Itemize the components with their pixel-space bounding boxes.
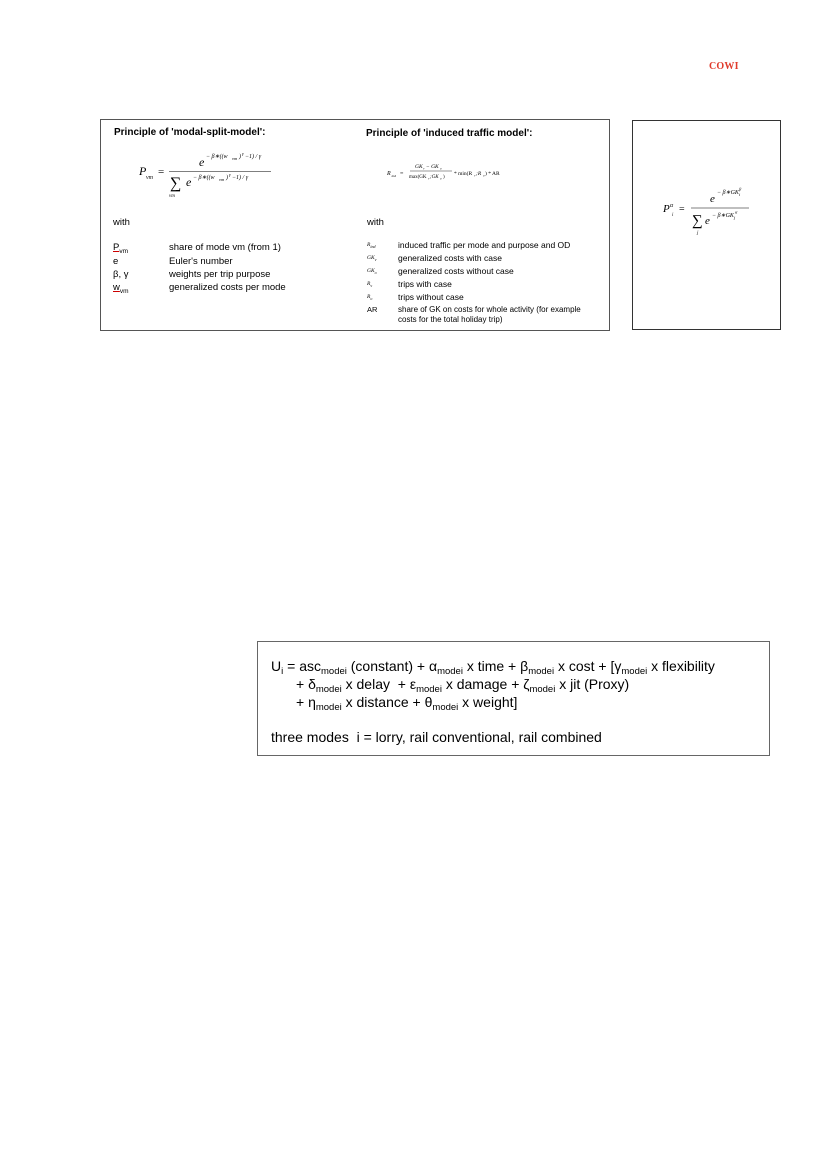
models-principle-box xyxy=(100,119,610,331)
svg-text:o: o xyxy=(440,166,442,171)
svg-text:− β∗GK: − β∗GK xyxy=(717,190,739,196)
utility-subscript: modei xyxy=(315,684,342,695)
modal-split-heading: Principle of 'modal-split-model': xyxy=(114,127,266,138)
definition-text: share of mode vm (from 1) xyxy=(169,242,281,253)
definition-symbol: $P_{vm}$ xyxy=(113,242,129,255)
svg-text:v: v xyxy=(428,176,430,181)
induced-traffic-formula xyxy=(385,158,525,188)
definition-text: weights per trip purpose xyxy=(169,269,271,280)
svg-text:e: e xyxy=(199,155,205,169)
logit-formula-box xyxy=(632,120,781,330)
definition-text: trips without case xyxy=(398,292,464,302)
definition-text: Euler's number xyxy=(169,256,233,267)
cowi-logo: COWI xyxy=(709,61,739,72)
definition-symbol: $R_v$ xyxy=(367,281,373,289)
svg-text:vm: vm xyxy=(232,156,238,161)
utility-subscript: modei xyxy=(315,702,342,713)
svg-text:e: e xyxy=(710,193,715,205)
utility-text: x distance + θ xyxy=(341,694,433,710)
utility-line-1 xyxy=(271,657,715,676)
svg-text:;R: ;R xyxy=(476,171,482,177)
svg-text:;GK: ;GK xyxy=(430,175,439,180)
svg-text:− β∗((w: − β∗((w xyxy=(193,175,215,181)
definition-symbol: e xyxy=(113,256,119,267)
utility-text: x weight] xyxy=(458,694,518,710)
modal-split-with-label: with xyxy=(113,217,130,228)
definition-symbol: $GK_v$ xyxy=(367,255,377,263)
definition-symbol: $R_o$ xyxy=(367,294,373,302)
svg-text:j: j xyxy=(697,231,699,236)
utility-text: x damage + ζ xyxy=(441,676,530,692)
induced-traffic-with-label: with xyxy=(367,217,384,228)
utility-text: x delay + ε xyxy=(341,676,417,692)
svg-text:−1) / γ: −1) / γ xyxy=(232,175,249,181)
svg-text:e: e xyxy=(186,175,192,189)
svg-text:ind: ind xyxy=(391,174,396,178)
definition-symbol: $w_{vm}$ xyxy=(113,282,129,295)
definition-symbol: $R_{ind}$ xyxy=(367,242,376,250)
utility-line-2 xyxy=(296,675,629,694)
utility-text: + δ xyxy=(296,676,316,692)
svg-text:− GK: − GK xyxy=(426,164,439,170)
utility-text: U xyxy=(271,658,282,674)
svg-text:β: β xyxy=(739,186,742,192)
svg-text:max(GK: max(GK xyxy=(409,175,427,180)
svg-text:−1) / γ: −1) / γ xyxy=(245,154,262,160)
svg-text:=: = xyxy=(679,204,685,215)
svg-text:α: α xyxy=(670,203,674,209)
svg-text:GK: GK xyxy=(415,164,423,170)
utility-text: + η xyxy=(296,694,316,710)
svg-text:v: v xyxy=(423,166,425,171)
svg-text:i: i xyxy=(739,192,741,197)
svg-text:* min(R: * min(R xyxy=(454,171,473,177)
svg-text:α: α xyxy=(735,209,738,215)
svg-text:): ) xyxy=(443,175,445,180)
svg-text:v: v xyxy=(474,173,476,178)
definition-text: generalized costs with case xyxy=(398,253,502,263)
definition-text: induced traffic per mode and purpose and OD xyxy=(398,240,571,250)
svg-text:∑: ∑ xyxy=(692,213,703,229)
utility-line-3 xyxy=(296,693,517,712)
definition-text: costs for the total holiday trip) xyxy=(398,315,503,324)
utility-subscript: i xyxy=(281,666,284,677)
svg-text:γ: γ xyxy=(229,172,231,177)
utility-text: x jit (Proxy) xyxy=(555,676,630,692)
definition-text: generalized costs per mode xyxy=(169,282,286,293)
utility-text: (constant) + α xyxy=(346,658,438,674)
svg-text:vm: vm xyxy=(146,175,153,181)
svg-text:γ: γ xyxy=(242,151,244,156)
utility-subscript: modei xyxy=(621,666,648,677)
utility-subscript: modei xyxy=(432,702,459,713)
svg-text:vm: vm xyxy=(169,194,175,199)
svg-text:): ) xyxy=(226,175,228,181)
svg-text:∑: ∑ xyxy=(170,175,182,192)
svg-text:P: P xyxy=(663,203,670,215)
svg-text:): ) xyxy=(239,154,241,160)
definition-symbol: AR xyxy=(367,305,378,314)
svg-text:o: o xyxy=(440,176,442,181)
utility-subscript: modei xyxy=(528,666,555,677)
svg-text:=: = xyxy=(400,171,404,177)
utility-subscript: modei xyxy=(529,684,556,695)
utility-subscript: modei xyxy=(321,666,347,677)
logit-formula xyxy=(658,183,758,243)
svg-text:j: j xyxy=(734,215,736,220)
utility-text: x time + β xyxy=(462,658,529,674)
definition-symbol: β, γ xyxy=(113,269,129,280)
utility-text: x cost + [γ xyxy=(554,658,622,674)
utility-function-box xyxy=(257,641,770,756)
svg-text:=: = xyxy=(158,166,165,178)
svg-text:e: e xyxy=(705,215,710,227)
svg-text:o: o xyxy=(483,173,485,178)
utility-text: x flexibility xyxy=(647,658,715,674)
definition-text: trips with case xyxy=(398,279,452,289)
utility-text: = asc xyxy=(283,658,321,674)
svg-text:P: P xyxy=(139,164,147,178)
svg-text:− β∗GK: − β∗GK xyxy=(712,213,734,219)
definition-symbol: $GK_o$ xyxy=(367,268,377,276)
svg-text:R: R xyxy=(387,171,391,177)
svg-text:vm: vm xyxy=(219,177,225,182)
definition-text: share of GK on costs for whole activity (for example xyxy=(398,305,581,314)
svg-text:) * AR: ) * AR xyxy=(485,171,500,177)
modal-split-formula xyxy=(131,150,281,202)
definition-text: generalized costs without case xyxy=(398,266,514,276)
svg-text:− β∗((w: − β∗((w xyxy=(206,154,228,160)
induced-traffic-heading: Principle of 'induced traffic model': xyxy=(366,128,533,139)
utility-subscript: modei xyxy=(416,684,442,695)
utility-subscript: modei xyxy=(437,666,463,677)
svg-text:i: i xyxy=(672,213,674,218)
modes-line: three modes i = lorry, rail conventional, rail combined xyxy=(271,729,602,745)
